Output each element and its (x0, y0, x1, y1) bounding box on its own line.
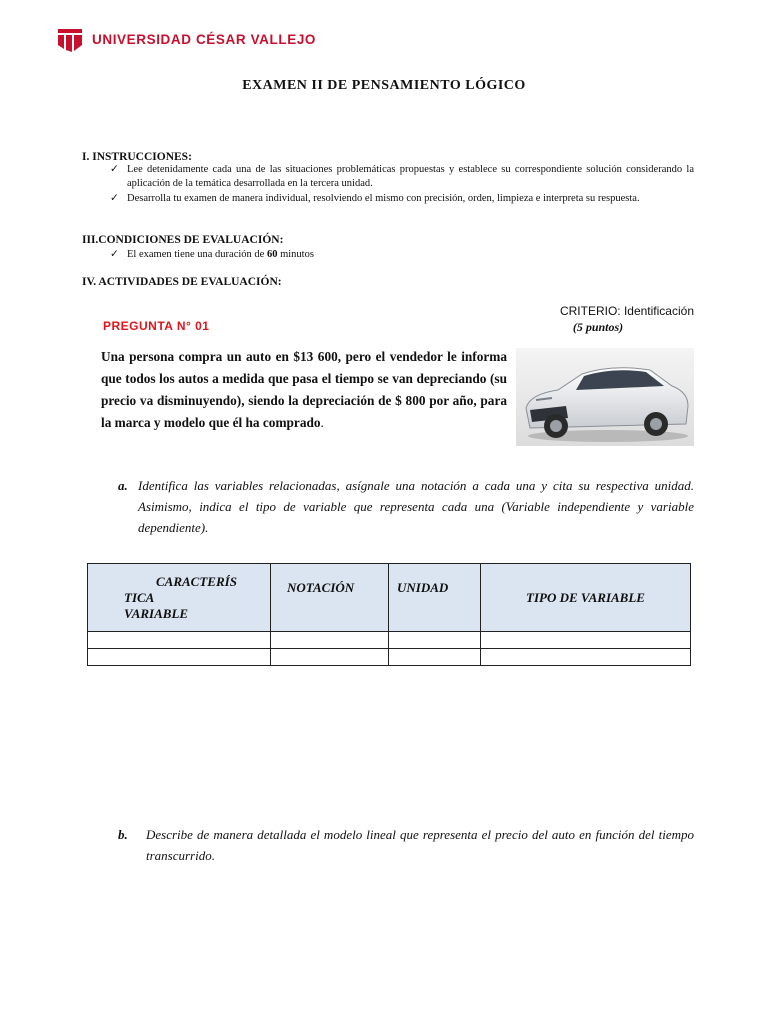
instructions-heading: I. INSTRUCCIONES: (82, 151, 192, 163)
header-tipo-variable: TIPO DE VARIABLE (481, 564, 691, 632)
question-label: PREGUNTA N° 01 (103, 319, 210, 333)
table-cell[interactable] (481, 632, 691, 649)
variables-table (87, 563, 691, 666)
checkmark-icon: ✓ (110, 249, 119, 260)
checkmark-icon: ✓ (110, 164, 119, 175)
car-image (516, 348, 694, 446)
table-header-row (88, 564, 691, 632)
header-caracteristica: CARACTERÍS TICA VARIABLE (88, 564, 271, 632)
table-cell[interactable] (481, 649, 691, 666)
table-cell[interactable] (389, 632, 481, 649)
header-unidad: UNIDAD (389, 564, 481, 632)
university-name: UNIVERSIDAD CÉSAR VALLEJO (92, 31, 317, 47)
condition-item: ✓ El examen tiene una duración de 60 minutos (110, 249, 314, 260)
activities-heading: IV. ACTIVIDADES DE EVALUACIÓN: (82, 276, 282, 288)
header-notacion: NOTACIÓN (271, 564, 389, 632)
item-b-text: Describe de manera detallada el modelo lineal que representa el precio del auto en función del tiempo transcurrido. (146, 827, 694, 863)
table-cell[interactable] (389, 649, 481, 666)
exam-title: EXAMEN II DE PENSAMIENTO LÓGICO (242, 78, 526, 93)
criterion-points: (5 puntos) (572, 320, 624, 334)
item-a-text: Identifica las variables relacionadas, asígnale una notación a cada una y cita su respectiva unidad. Asimismo, indica el tipo de variable que representa cada una (Variable independiente y variable dependiente). (138, 478, 694, 535)
ucv-shield-icon (56, 25, 84, 53)
conditions-heading: III.CONDICIONES DE EVALUACIÓN: (82, 234, 284, 246)
instruction-item: ✓ Lee detenidamente cada una de las situaciones problemáticas propuestas y establece su correspondiente solución considerando la aplicación de la temática desarrollada en la tercera unidad. (110, 164, 694, 189)
problem-statement: Una persona compra un auto en $13 600, pero el vendedor le informa que todos los autos a medida que pasa el tiempo se van depreciando (su precio va disminuyendo), siendo la depreciación de $ 800 por año, para la marca y modelo que él ha comprado. (101, 349, 507, 430)
criterion-label: CRITERIO: Identificación (559, 304, 694, 318)
instruction-item: ✓ Desarrolla tu examen de manera individual, resolviendo el mismo con precisión, orden, limpieza e interpreta su respuesta. (110, 193, 640, 204)
table-cell[interactable] (88, 649, 271, 666)
table-row (88, 632, 691, 649)
table-row (88, 649, 691, 666)
item-b (118, 824, 694, 866)
item-b-label: b. (118, 827, 128, 842)
item-a (118, 475, 694, 538)
table-cell[interactable] (88, 632, 271, 649)
university-logo (56, 24, 316, 54)
table-cell[interactable] (271, 649, 389, 666)
checkmark-icon: ✓ (110, 193, 119, 204)
item-a-label: a. (118, 478, 128, 493)
table-cell[interactable] (271, 632, 389, 649)
